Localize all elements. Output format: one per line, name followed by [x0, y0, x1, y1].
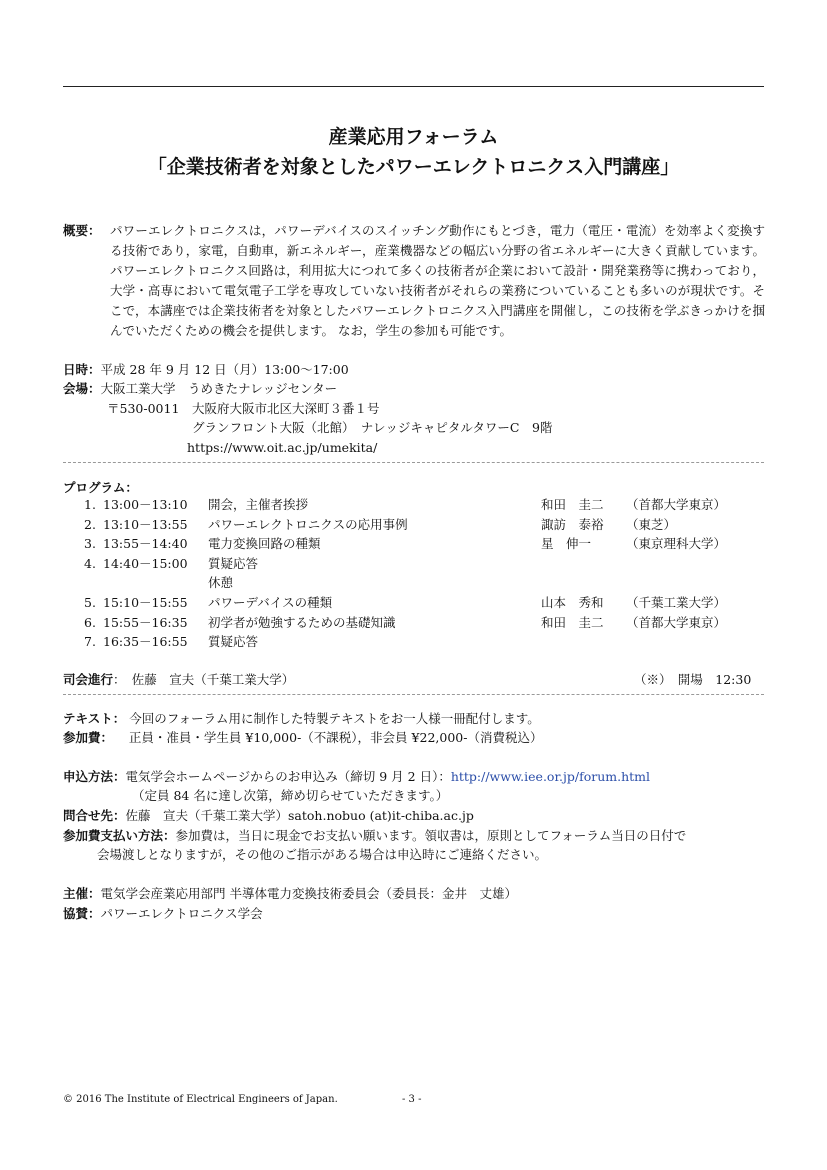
fee-label: 参加費：	[63, 730, 114, 745]
footer-copyright: © 2016 The Institute of Electrical Engineers of Japan.	[63, 1094, 338, 1105]
course-title: 「企業技術者を対象としたパワーエレクトロニクス入門講座」	[147, 156, 680, 178]
summary-section	[63, 221, 765, 341]
program-time: 13:00－13:10	[103, 497, 188, 512]
forum-title: 産業応用フォーラム	[328, 126, 499, 148]
program-time: 13:10－13:55	[103, 516, 188, 532]
program-time: 14:40－15:00	[103, 555, 188, 571]
venue-label: 会場：	[63, 381, 101, 396]
application-value: 電気学会ホームページからのお申込み（締切 9 月 2 日）：	[125, 769, 451, 784]
venue-postal: 〒530-0011	[107, 401, 180, 416]
program-speaker: 星 伸一	[541, 536, 592, 552]
program-label: プログラム：	[63, 480, 138, 495]
program-speaker: 和田 圭二	[541, 614, 604, 630]
program-speaker: 諏訪 泰裕	[541, 516, 604, 532]
program-number: 3.	[84, 536, 96, 552]
summary-text: パワーエレクトロニクスは，パワーデバイスのスイッチング動作にもとづき，電力（電圧・電流）を効率よく変換する技術であり，家電，自動車，新エネルギー，産業機器などの幅広い分野の省エネルギーに大きく貢献しています。パワーエレクトロニクス回路は，利用拡大につれて多くの技術者が企業において設計・開発業務等に携わっており，大学・高専において電気電子工学を専攻していない技術者がそれらの業務についていることも多いのが現状です。そこで，本講座では企業技術者を対象としたパワーエレクトロニクス入門講座を開催し，この技術を学ぶきっかけを掴んでいただくための機会を提供します。 なお，学生の参加も可能です。	[110, 223, 765, 338]
payment-line2: 会場渡しとなりますが，その他のご指示がある場合は申込時にご連絡ください。	[97, 847, 548, 862]
venue-name: 大阪工業大学 うめきたナレッジセンター	[100, 381, 338, 396]
program-number: 4.	[84, 555, 96, 571]
program-title: 初学者が勉強するための基礎知識	[208, 614, 396, 630]
moderator-label: 司会進行	[63, 672, 114, 687]
footer-page-number: - 3 -	[402, 1094, 422, 1105]
program-title: 質疑応答	[208, 634, 259, 650]
program-title: 休憩	[208, 575, 234, 591]
program-number: 7.	[84, 634, 96, 650]
program-number: 5.	[84, 595, 96, 610]
divider	[63, 462, 764, 463]
program-speaker: 和田 圭二	[541, 497, 604, 512]
fee-value: 正員・准員・学生員 ¥10,000-（不課税），非会員 ¥22,000-（消費税込）	[128, 730, 543, 745]
date-row	[63, 360, 349, 380]
top-rule	[63, 86, 764, 87]
contact-label: 問合せ先：	[63, 808, 126, 823]
payment-label: 参加費支払い方法：	[63, 828, 176, 843]
application-link[interactable]: http://www.iee.or.jp/forum.html	[450, 769, 651, 784]
text-value: 今回のフォーラム用に制作した特製テキストをお一人様一冊配付します。	[129, 711, 540, 726]
text-label: テキスト：	[63, 711, 126, 726]
organizer-value: 電気学会産業応用部門 半導体電力変換技術委員会（委員長：金井 丈雄）	[100, 886, 517, 901]
moderator-sep: ：	[113, 672, 120, 687]
program-number: 2.	[84, 516, 96, 532]
program-affiliation: （首都大学東京）	[626, 614, 727, 630]
application-label: 申込方法：	[63, 769, 126, 784]
venue-address2: グランフロント大阪（北館） ナレッジキャピタルタワーC 9階	[192, 420, 553, 435]
program-speaker: 山本 秀和	[541, 595, 604, 610]
application-note: （定員 84 名に達し次第，締め切らせていただきます。）	[132, 788, 449, 803]
program-number: 6.	[84, 614, 96, 630]
program-affiliation: （首都大学東京）	[626, 497, 727, 512]
date-value: 平成 28 年 9 月 12 日（月）13:00～17:00	[100, 362, 349, 377]
program-title: 質疑応答	[208, 555, 259, 571]
text-row	[63, 709, 540, 729]
summary-label: 概要：	[63, 223, 101, 238]
program-time: 13:55－14:40	[103, 536, 188, 552]
program-title: パワーエレクトロニクスの応用事例	[208, 516, 408, 532]
payment-line1: 参加費は，当日に現金でお支払い願います。領収書は，原則としてフォーラム当日の日付で	[175, 828, 687, 843]
cosponsor-row	[63, 904, 263, 924]
moderator-value: 佐藤 宣夫（千葉工業大学）	[131, 672, 295, 687]
program-time: 16:35－16:55	[103, 634, 188, 650]
opening-note: （※） 開場 12:30	[634, 672, 752, 687]
program-time: 15:55－16:35	[103, 614, 188, 630]
divider	[63, 694, 764, 695]
moderator-row	[63, 670, 294, 690]
program-time: 15:10－15:55	[103, 595, 188, 610]
application-row	[63, 767, 650, 787]
venue-address1: 大阪府大阪市北区大深町３番１号	[192, 401, 380, 416]
venue-row	[63, 379, 337, 399]
program-title: パワーデバイスの種類	[208, 595, 333, 610]
program-affiliation: （東京理科大学）	[626, 536, 727, 552]
program-affiliation: （千葉工業大学）	[626, 595, 727, 610]
cosponsor-value: パワーエレクトロニクス学会	[100, 906, 263, 921]
contact-value: 佐藤 宣夫（千葉工業大学）satoh.nobuo (at)it-chiba.ac.jp	[125, 808, 474, 823]
venue-url[interactable]: https://www.oit.ac.jp/umekita/	[187, 440, 378, 455]
organizer-row	[63, 884, 517, 904]
date-label: 日時：	[63, 362, 101, 377]
payment-row	[63, 826, 686, 846]
contact-row	[63, 806, 474, 826]
fee-row	[63, 728, 542, 748]
program-affiliation: （東芝）	[626, 516, 677, 532]
program-number: 1.	[84, 497, 96, 512]
organizer-label: 主催：	[63, 886, 101, 901]
program-title: 開会，主催者挨拶	[208, 497, 309, 512]
cosponsor-label: 協賛：	[63, 906, 101, 921]
program-title: 電力変換回路の種類	[208, 536, 321, 552]
